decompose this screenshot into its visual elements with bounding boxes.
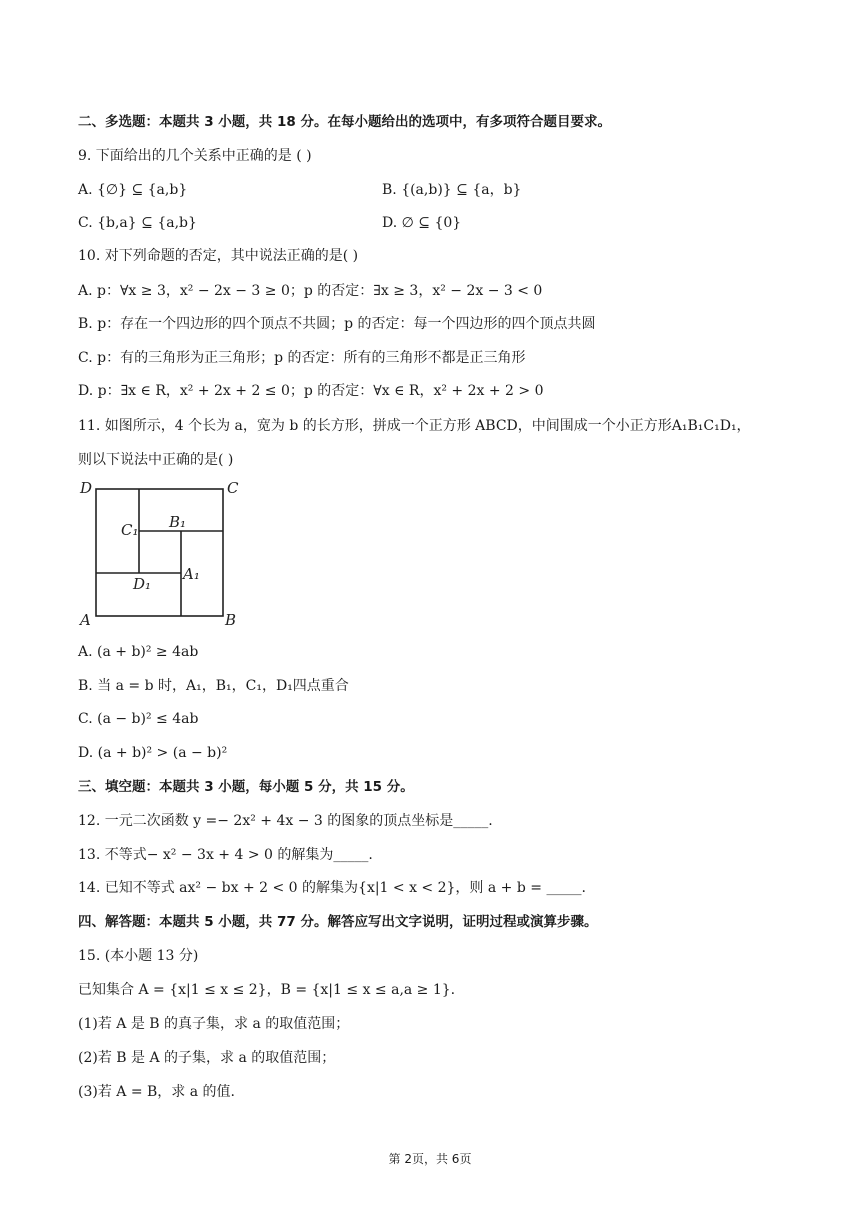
page-footer: 第 2页，共 6页 (388, 1152, 472, 1166)
question-10-option-c: C. p：有的三角形为正三角形；p 的否定：所有的三角形不都是正三角形 (78, 350, 526, 366)
question-14: 14. 已知不等式 ax² − bx + 2 < 0 的解集为{x|1 < x < 2}，则 a + b = _____. (78, 880, 586, 896)
label-d1: D₁ (133, 575, 152, 593)
question-11-stem-cont: 则以下说法中正确的是( ) (78, 452, 234, 468)
label-a: A (80, 611, 91, 629)
question-15-part-2: (2)若 B 是 A 的子集，求 a 的取值范围； (78, 1050, 336, 1066)
label-c1: C₁ (121, 521, 139, 539)
question-9-stem: 9. 下面给出的几个关系中正确的是 ( ) (78, 148, 312, 164)
question-11-option-d: D. (a + b)² > (a − b)² (78, 745, 228, 761)
question-15-part-3: (3)若 A = B，求 a 的值. (78, 1084, 236, 1100)
outer-square (96, 489, 223, 616)
question-9-option-d: D. ∅ ⊆ {0} (382, 215, 462, 231)
question-15-head: 15. (本小题 13 分) (78, 948, 199, 964)
question-11-option-a: A. (a + b)² ≥ 4ab (78, 644, 199, 660)
question-10-option-d: D. p：∃x ∈ R，x² + 2x + 2 ≤ 0；p 的否定：∀x ∈ R，x² + 2x + 2 > 0 (78, 383, 544, 399)
label-c: C (227, 479, 239, 497)
question-15-given: 已知集合 A = {x|1 ≤ x ≤ 2}，B = {x|1 ≤ x ≤ a,a ≥ 1}. (78, 982, 456, 998)
label-b1: B₁ (169, 513, 187, 531)
section-multiple-choice-header: 二、多选题：本题共 3 小题，共 18 分。在每小题给出的选项中，有多项符合题目要求。 (78, 114, 611, 130)
question-11-option-c: C. (a − b)² ≤ 4ab (78, 711, 199, 727)
question-9-option-b: B. {(a,b)} ⊆ {a，b} (382, 182, 522, 198)
question-11-stem: 11. 如图所示，4 个长为 a，宽为 b 的长方形，拼成一个正方形 ABCD，中间围成一个小正方形A₁B₁C₁D₁， (78, 418, 751, 434)
label-a1: A₁ (183, 565, 200, 583)
question-9-option-c: C. {b,a} ⊆ {a,b} (78, 215, 197, 231)
question-10-option-b: B. p：存在一个四边形的四个顶点不共圆；p 的否定：每一个四边形的四个顶点共圆 (78, 316, 596, 332)
question-15-part-1: (1)若 A 是 B 的真子集，求 a 的取值范围； (78, 1016, 350, 1032)
section-solution-header: 四、解答题：本题共 5 小题，共 77 分。解答应写出文字说明，证明过程或演算步骤。 (78, 914, 598, 930)
section-fill-blank-header: 三、填空题：本题共 3 小题，每小题 5 分，共 15 分。 (78, 779, 414, 795)
rectangles-square-figure (78, 477, 248, 629)
question-13: 13. 不等式− x² − 3x + 4 > 0 的解集为_____. (78, 847, 373, 863)
question-10-option-a: A. p：∀x ≥ 3，x² − 2x − 3 ≥ 0；p 的否定：∃x ≥ 3，x² − 2x − 3 < 0 (78, 283, 543, 299)
question-10-stem: 10. 对下列命题的否定，其中说法正确的是( ) (78, 248, 359, 264)
label-d: D (80, 479, 93, 497)
label-b: B (225, 611, 237, 629)
question-11-option-b: B. 当 a = b 时，A₁，B₁，C₁，D₁四点重合 (78, 678, 349, 694)
figure-svg (78, 477, 248, 629)
question-12: 12. 一元二次函数 y =− 2x² + 4x − 3 的图象的顶点坐标是_____. (78, 813, 493, 829)
question-9-option-a: A. {∅} ⊆ {a,b} (78, 182, 188, 198)
